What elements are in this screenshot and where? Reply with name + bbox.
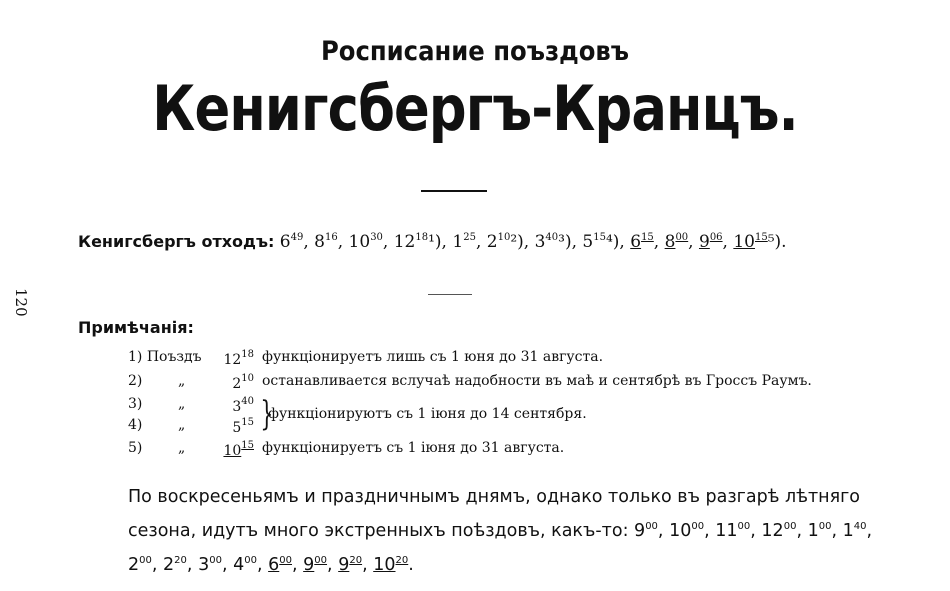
schedule-time: $6^{15}$, (630, 232, 660, 252)
extra-time: $4^{00}$, (233, 555, 263, 575)
schedule-time: $3^{40}^3$), (534, 232, 577, 252)
schedule-time: $8^{16}$, (314, 232, 344, 252)
note-4-number: 4) (128, 417, 143, 433)
extra-time: $9^{00}$, (303, 555, 333, 575)
note-4-ditto: „ (178, 417, 186, 433)
extra-time: $1^{40}$, (842, 521, 873, 541)
note-2-ditto: „ (178, 373, 186, 389)
note-2-number: 2) (128, 373, 143, 389)
divider (421, 190, 487, 192)
extra-time: $1^{00}$, (807, 521, 838, 541)
extra-time: $10^{20}$. (373, 555, 414, 575)
sunday-paragraph (128, 482, 888, 580)
schedule-time: $10^{15}^5$). (733, 232, 787, 252)
schedule-times (280, 232, 787, 252)
extra-time: $6^{00}$, (268, 555, 298, 575)
note-4-time: $5^{15}$ (232, 417, 254, 436)
note-2-text: останавливается вслучаѣ надобности въ маѣ и сентябрѣ въ Гроссъ Раумъ. (262, 373, 812, 389)
schedule-time: $9^{06}$, (698, 232, 728, 252)
departure-schedule (78, 232, 787, 252)
note-3-ditto: „ (178, 396, 186, 412)
page-title: Росписание поъздовъ (320, 36, 630, 67)
note-5-time: $10^{15}$ (223, 440, 254, 459)
route-heading: Кенигсбергъ-Кранцъ. (152, 72, 798, 145)
extra-time: $12^{00}$, (761, 521, 803, 541)
note-2-time: $2^{10}$ (232, 373, 254, 392)
extra-time: $11^{00}$, (715, 521, 756, 541)
extra-time: $3^{00}$, (198, 555, 228, 575)
schedule-time: $12^{18}^1$), (393, 232, 447, 252)
extra-time: $2^{20}$, (163, 555, 193, 575)
note-3-number: 3) (128, 396, 143, 412)
note-1-time: $12^{18}$ (223, 349, 254, 368)
note-1-lead: 1) Поъздъ (128, 349, 202, 365)
note-3-time: $3^{40}$ (232, 396, 254, 415)
schedule-label: Кенигсбергъ отходъ: (78, 232, 275, 251)
note-5-ditto: „ (178, 440, 186, 456)
schedule-time: $10^{30}$, (348, 232, 389, 252)
schedule-time: $6^{49}$, (279, 232, 309, 252)
divider-small (428, 294, 472, 295)
extra-time: $10^{00}$, (669, 521, 710, 541)
note-1-text: функціонируетъ лишь съ 1 юня до 31 августа. (262, 349, 604, 365)
note-3-4-text: функціонируютъ съ 1 іюня до 14 сентября. (268, 406, 587, 422)
schedule-time: $8^{00}$, (664, 232, 694, 252)
schedule-time: $1^{25}$, (452, 232, 482, 252)
brace: } (260, 394, 274, 434)
extra-time: $2^{00}$, (128, 555, 158, 575)
page-number: 120 (12, 288, 30, 317)
note-5-text: функціонируетъ съ 1 іюня до 31 августа. (262, 440, 565, 456)
extra-time: $9^{20}$, (338, 555, 368, 575)
schedule-time: $5^{15}^4$), (582, 232, 625, 252)
note-5-number: 5) (128, 440, 143, 456)
paragraph-text: По воскресеньямъ и праздничнымъ днямъ, однако только въ разгарѣ лѣтняго сезона, идутъ много экстренныхъ поѣздовъ, какъ-то: (128, 487, 861, 541)
notes-heading: Примѣчанія: (78, 318, 194, 337)
schedule-time: $2^{10}^2$), (486, 232, 530, 252)
extra-time: $9^{00}$, (634, 521, 664, 541)
